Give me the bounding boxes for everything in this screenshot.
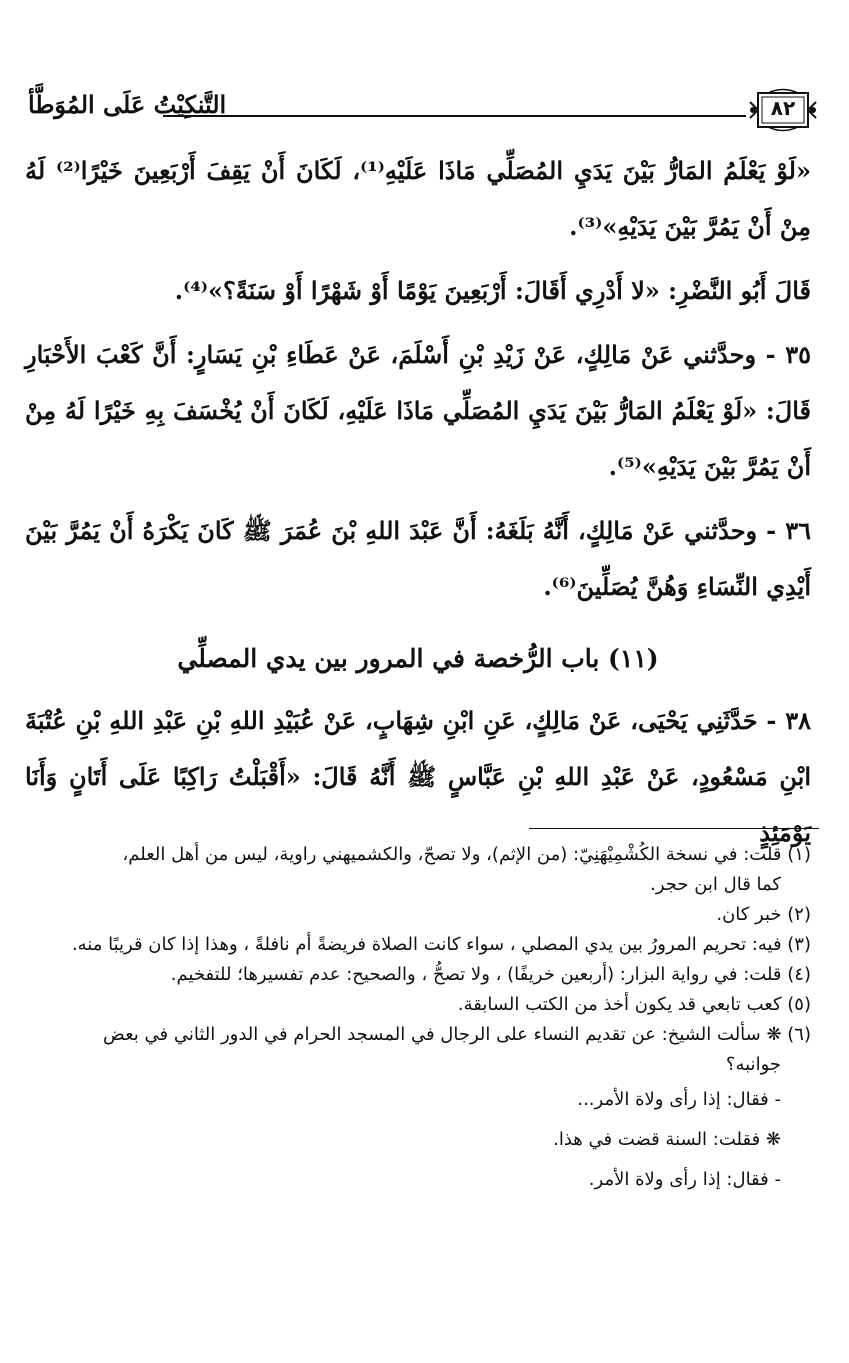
- page-number-ornament: [748, 88, 818, 132]
- main-text: [25, 143, 811, 861]
- footnote-separator: [529, 828, 819, 829]
- paragraph-abu-nadr: قَالَ أَبُو النَّضْرِ: «لا أَدْرِي أَقَالَ: أَرْبَعِينَ يَوْمًا أَوْ شَهْرًا أَوْ سَنَةً؟»⁽⁴⁾.: [174, 276, 811, 305]
- dialogue-line-3: - فقال: إذا رأى ولاة الأمر.: [588, 1169, 781, 1190]
- footnote-3: (٣) فيه: تحريم المرورُ بين يدي المصلي ، سواء كانت الصلاة فريضةً أم نافلةً ، وهذا إذا كان قريبًا منه.: [71, 934, 811, 955]
- footnote-6-continued: جوانبه؟: [725, 1054, 781, 1075]
- footnotes: [21, 840, 811, 1200]
- paragraph-hadith-end: «لَوْ يَعْلَمُ المَارُّ بَيْنَ يَدَيِ المُصَلِّي مَاذَا عَلَيْهِ⁽¹⁾، لَكَانَ أَنْ يَقِفَ أَرْبَعِينَ خَيْرًا⁽²⁾ لَهُ مِنْ أَنْ يَمُرَّ بَيْنَ يَدَيْهِ»⁽³⁾.: [25, 156, 811, 241]
- page-number: ٨٢: [770, 96, 796, 120]
- paragraph-hadith-36: ٣٦ - وحدَّثني عَنْ مَالِكٍ، أَنَّهُ بَلَغَهُ: أَنَّ عَبْدَ اللهِ بْنَ عُمَرَ ﷺ كَانَ يَكْرَهُ أَنْ يَمُرَّ بَيْنَ أَيْدِي النِّسَاءِ وَهُنَّ يُصَلِّينَ⁽⁶⁾.: [25, 516, 811, 601]
- footnote-4: (٤) قلت: في رواية البزار: (أربعين خريفًا) ، ولا تصحُّ ، والصحيح: عدم تفسيرها؛ للتفخيم.: [170, 964, 811, 985]
- dialogue-line-1: - فقال: إذا رأى ولاة الأمر...: [577, 1089, 781, 1110]
- dialogue-line-2: ❋ فقلت: السنة قضت في هذا.: [553, 1129, 781, 1150]
- paragraph-hadith-38: ٣٨ - حَدَّثَنِي يَحْيَى، عَنْ مَالِكٍ، عَنِ ابْنِ شِهَابٍ، عَنْ عُبَيْدِ اللهِ بْنِ عَبْدِ اللهِ بْنِ عُتْبَةَ ابْنِ مَسْعُودٍ، عَنْ عَبْدِ اللهِ بْنِ عَبَّاسٍ ﷺ أَنَّهُ قَالَ: «أَقْبَلْتُ رَاكِبًا عَلَى أَتَانٍ وَأَنَا يَوْمَئِذٍ: [25, 706, 811, 847]
- footnote-1-continued: كما قال ابن حجر.: [650, 874, 781, 895]
- footnote-1: (١) قلت: في نسخة الكُشْمِيْهَنِيّ: (من الإثم)، ولا تصحّ، والكشميهني راوية، ليس من أهل العلم،: [122, 844, 811, 865]
- paragraph-hadith-35: ٣٥ - وحدَّثني عَنْ مَالِكٍ، عَنْ زَيْدِ بْنِ أَسْلَمَ، عَنْ عَطَاءِ بْنِ يَسَارٍ: أَنَّ كَعْبَ الأَحْبَارِ قَالَ: «لَوْ يَعْلَمُ المَارُّ بَيْنَ يَدَيِ المُصَلِّي مَاذَا عَلَيْهِ، لَكَانَ أَنْ يُخْسَفَ بِهِ خَيْرًا لَهُ مِنْ أَنْ يَمُرَّ بَيْنَ يَدَيْهِ»⁽⁵⁾.: [25, 340, 811, 481]
- running-title: التَّنكِيْتُ عَلَى المُوَطَّأ: [28, 90, 227, 119]
- footnote-2: (٢) خبر كان.: [716, 904, 811, 925]
- footnote-6: (٦) ❋ سألت الشيخ: عن تقديم النساء على الرجال في المسجد الحرام في الدور الثاني في بعض: [103, 1024, 811, 1045]
- footnote-5: (٥) كعب تابعي قد يكون أخذ من الكتب السابقة.: [457, 994, 811, 1015]
- page-header: [28, 88, 818, 138]
- header-rule: [163, 115, 746, 117]
- chapter-heading: (١١) باب الرُّخصة في المرور بين يدي المصلِّي: [177, 644, 659, 673]
